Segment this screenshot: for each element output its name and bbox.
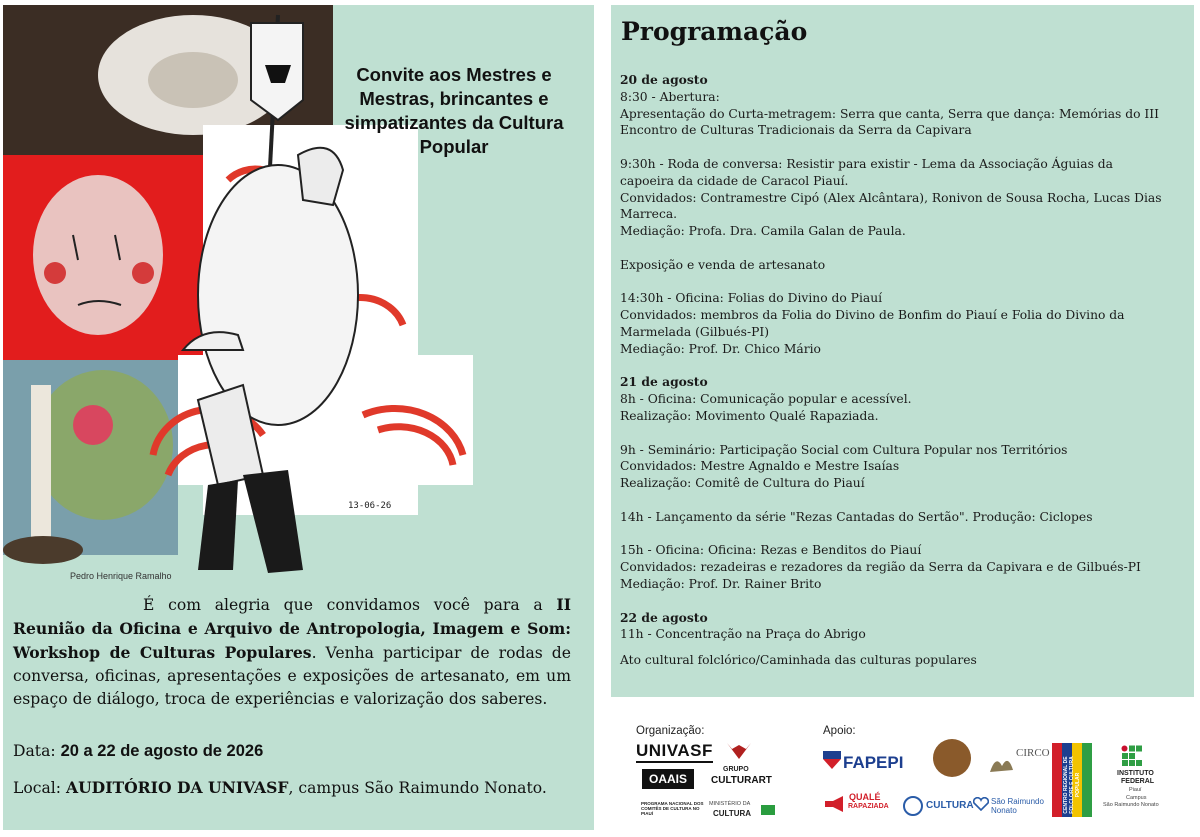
schedule-line: Mediação: Prof. Dr. Rainer Brito: [620, 576, 822, 591]
organizacao-label: Organização:: [636, 725, 705, 737]
invitation-title: [329, 63, 579, 159]
nonato-label: Nonato: [991, 806, 1017, 815]
schedule-line: Marreca.: [620, 207, 678, 222]
location-label: Local:: [13, 779, 66, 797]
spacer: [620, 274, 1186, 291]
spacer: [620, 643, 1186, 652]
univasf-logo: UNIVASF: [636, 741, 713, 763]
centro-regional-logo: [1052, 743, 1092, 817]
cultura-logo: CULTURA: [926, 800, 974, 811]
circular-seal-logo: [933, 739, 971, 777]
location-venue: AUDITÓRIO DA UNIVASF: [65, 778, 289, 797]
circo-icon: [986, 748, 1016, 778]
day-heading: 21 de agosto: [620, 374, 708, 390]
schedule-line: Ato cultural folclórico/Caminhada das culturas populares: [620, 653, 977, 668]
event-location: [13, 776, 571, 800]
grupo-label: GRUPO: [723, 766, 749, 773]
circo-logo: CIRCO: [1016, 747, 1050, 759]
schedule-line: 8h - Oficina: Comunicação popular e acessível.: [620, 392, 912, 407]
schedule-line: Convidados: Contramestre Cipó (Alex Alcântara), Ronivon de Sousa Rocha, Lucas Dias: [620, 190, 1162, 205]
spacer: [620, 240, 1186, 257]
spacer: [620, 492, 1186, 509]
location-rest: , campus São Raimundo Nonato.: [288, 779, 547, 797]
schedule-line: Realização: Movimento Qualé Rapaziada.: [620, 408, 879, 423]
date-label: Data:: [13, 742, 61, 760]
campus-label: Campus: [1126, 795, 1147, 801]
spacer: [620, 593, 1186, 610]
schedule-line: Mediação: Prof. Dr. Chico Mário: [620, 341, 821, 356]
schedule-line: Convidados: membros da Folia do Divino de Bonfim do Piauí e Folia do Divino da: [620, 308, 1125, 323]
sponsor-logos: [611, 715, 1194, 835]
face: [33, 175, 163, 335]
schedule-line: 9h - Seminário: Participação Social com Cultura Popular nos Territórios: [620, 442, 1068, 457]
spacer: [620, 358, 1186, 375]
candle: [31, 385, 51, 550]
piaui-label: Piauí: [1129, 787, 1142, 793]
instituto-federal-icon: [1121, 745, 1143, 767]
invitation-title-line: simpatizantes da Cultura: [344, 112, 564, 133]
fapepi-icon: [823, 751, 841, 769]
centro-regional-label: CENTRO REGIONAL DE FOLCLORE E CULTURA POPULAR: [1063, 756, 1081, 814]
spacer: [620, 425, 1186, 442]
art-signature: 13-06-26: [348, 501, 392, 511]
schedule-line: Exposição e venda de artesanato: [620, 257, 826, 272]
programacao-list: [620, 72, 1186, 669]
programa-nacional-logo: PROGRAMA NACIONAL DOS COMITÊS DE CULTURA NO PIAUÍ: [641, 801, 704, 816]
intro-text: É com alegria que convidamos você para a: [143, 596, 557, 614]
spacer: [620, 139, 1186, 156]
programacao-panel: [611, 5, 1194, 697]
schedule-line: 9:30h - Roda de conversa: Resistir para existir - Lema da Associação Águias da: [620, 156, 1113, 171]
day-heading: 22 de agosto: [620, 609, 708, 625]
event-name: II Reunião da Oficina e Arquivo de Antropologia, Imagem e Som: Workshop de Culturas Populares: [13, 595, 571, 662]
oaais-logo: OAAIS: [642, 769, 694, 789]
sao-raimundo-label: São Raimundo: [991, 797, 1044, 806]
apoio-label: Apoio:: [823, 725, 856, 737]
schedule-line: 8:30 - Abertura:: [620, 89, 720, 104]
invitation-title-line: Popular: [419, 136, 489, 157]
schedule-line: Convidados: rezadeiras e rezadores da região da Serra da Capivara e de Gilbués-PI: [620, 560, 1141, 575]
pink-flower: [73, 405, 113, 445]
schedule-line: Convidados: Mestre Agnaldo e Mestre Isaías: [620, 459, 900, 474]
programacao-title: Programação: [621, 17, 808, 46]
schedule-line: Marmelada (Gilbués-PI): [620, 324, 770, 339]
culturart-label: CULTURART: [711, 775, 772, 786]
heart-icon: [973, 797, 989, 811]
ministerio-label: MINISTÉRIO DA: [709, 801, 751, 807]
schedule-line: 15h - Oficina: Oficina: Rezas e Benditos do Piauí: [620, 543, 922, 558]
brazil-flag-icon: [761, 805, 775, 815]
day-heading: 20 de agosto: [620, 72, 708, 87]
invitation-text: [13, 593, 571, 711]
schedule-line: capoeira da cidade de Caracol Piauí.: [620, 173, 849, 188]
quale-label: QUALÉ: [849, 792, 881, 802]
invitation-panel: [3, 5, 594, 830]
fapepi-logo: FAPEPI: [843, 753, 904, 772]
grupo-culturart-icon: [724, 739, 754, 763]
campus-name-label: São Raimundo Nonato: [1103, 802, 1159, 808]
rapaziada-label: RAPAZIADA: [848, 803, 889, 810]
schedule-line: 14h - Lançamento da série "Rezas Cantadas do Sertão". Produção: Ciclopes: [620, 509, 1093, 524]
schedule-line: Apresentação do Curta-metragem: Serra que canta, Serra que dança: Memórias do III: [620, 106, 1160, 121]
schedule-line: Realização: Comitê de Cultura do Piauí: [620, 476, 865, 491]
schedule-line: 14:30h - Oficina: Folias do Divino do Piauí: [620, 291, 883, 306]
intro-text-rest: . Venha participar de rodas de conversa, oficinas, apresentações e exposições de artesanato, em um espaço de diálogo, troca de experiências e valorização dos saberes.: [13, 644, 571, 708]
schedule-line: 11h - Concentração na Praça do Abrigo: [620, 627, 866, 642]
schedule-line: Mediação: Profa. Dra. Camila Galan de Paula.: [620, 224, 906, 239]
cultura-seal-icon: [903, 796, 923, 816]
instituto-label: INSTITUTO: [1117, 770, 1154, 777]
megaphone-icon: [823, 795, 845, 813]
invitation-title-line: Mestras, brincantes e: [359, 88, 549, 109]
date-value: 20 a 22 de agosto de 2026: [60, 742, 264, 760]
spacer: [620, 526, 1186, 543]
invitation-title-line: Convite aos Mestres e: [356, 64, 552, 85]
federal-label: FEDERAL: [1121, 778, 1155, 785]
event-date: [13, 740, 571, 763]
schedule-line: Encontro de Culturas Tradicionais da Serra da Capivara: [620, 123, 972, 138]
ministerio-cultura-label: CULTURA: [713, 809, 752, 818]
art-credit: Pedro Henrique Ramalho: [70, 571, 172, 581]
